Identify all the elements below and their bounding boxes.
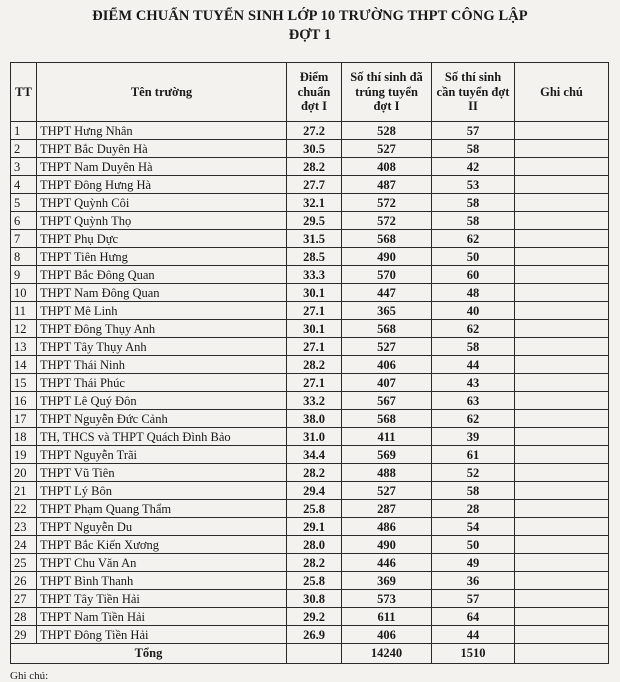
header-admitted: Số thí sinh đã trúng tuyển đợt I — [342, 63, 432, 122]
school-name: THPT Phạm Quang Thẩm — [37, 500, 287, 518]
note-cell — [515, 356, 609, 374]
note-cell — [515, 284, 609, 302]
admitted-count: 447 — [342, 284, 432, 302]
admitted-count: 369 — [342, 572, 432, 590]
row-number: 6 — [11, 212, 37, 230]
needed-count: 50 — [432, 248, 515, 266]
needed-count: 57 — [432, 590, 515, 608]
needed-count: 50 — [432, 536, 515, 554]
note-cell — [515, 482, 609, 500]
row-number: 23 — [11, 518, 37, 536]
cutoff-score: 25.8 — [287, 572, 342, 590]
note-cell — [515, 572, 609, 590]
school-name: THPT Bắc Kiến Xương — [37, 536, 287, 554]
row-number: 12 — [11, 320, 37, 338]
cutoff-score: 34.4 — [287, 446, 342, 464]
note-cell — [515, 248, 609, 266]
cutoff-score: 30.1 — [287, 284, 342, 302]
note-cell — [515, 464, 609, 482]
table-row — [11, 194, 609, 212]
school-name: THPT Nam Đông Quan — [37, 284, 287, 302]
row-number: 20 — [11, 464, 37, 482]
needed-count: 53 — [432, 176, 515, 194]
needed-count: 58 — [432, 338, 515, 356]
school-name: THPT Quỳnh Côi — [37, 194, 287, 212]
needed-count: 40 — [432, 302, 515, 320]
admitted-count: 527 — [342, 140, 432, 158]
total-note-cell — [515, 644, 609, 664]
admitted-count: 446 — [342, 554, 432, 572]
admitted-count: 406 — [342, 356, 432, 374]
row-number: 4 — [11, 176, 37, 194]
table-row — [11, 428, 609, 446]
cutoff-score: 27.2 — [287, 122, 342, 140]
row-number: 22 — [11, 500, 37, 518]
admitted-count: 527 — [342, 482, 432, 500]
table-row — [11, 392, 609, 410]
table-row — [11, 608, 609, 626]
cutoff-score: 29.5 — [287, 212, 342, 230]
footnote-label: Ghi chú: — [10, 670, 49, 682]
needed-count: 62 — [432, 410, 515, 428]
cutoff-score: 28.2 — [287, 554, 342, 572]
note-cell — [515, 338, 609, 356]
school-name: THPT Tây Thụy Anh — [37, 338, 287, 356]
note-cell — [515, 194, 609, 212]
school-name: THPT Quỳnh Thọ — [37, 212, 287, 230]
table-row — [11, 338, 609, 356]
row-number: 7 — [11, 230, 37, 248]
header-note: Ghi chú — [515, 63, 609, 122]
row-number: 24 — [11, 536, 37, 554]
note-cell — [515, 266, 609, 284]
row-number: 19 — [11, 446, 37, 464]
school-name: THPT Bắc Duyên Hà — [37, 140, 287, 158]
table-row — [11, 212, 609, 230]
school-name: THPT Bình Thanh — [37, 572, 287, 590]
needed-count: 62 — [432, 230, 515, 248]
table-row — [11, 518, 609, 536]
table-header-row — [11, 63, 609, 122]
needed-count: 39 — [432, 428, 515, 446]
school-name: THPT Tiên Hưng — [37, 248, 287, 266]
school-name: THPT Phụ Dực — [37, 230, 287, 248]
row-number: 14 — [11, 356, 37, 374]
row-number: 26 — [11, 572, 37, 590]
cutoff-score: 33.2 — [287, 392, 342, 410]
admission-score-table — [10, 62, 609, 664]
table-row — [11, 374, 609, 392]
needed-count: 63 — [432, 392, 515, 410]
table-row — [11, 464, 609, 482]
cutoff-score: 30.8 — [287, 590, 342, 608]
cutoff-score: 33.3 — [287, 266, 342, 284]
total-needed: 1510 — [432, 644, 515, 664]
row-number: 3 — [11, 158, 37, 176]
note-cell — [515, 158, 609, 176]
table-row — [11, 140, 609, 158]
cutoff-score: 28.0 — [287, 536, 342, 554]
row-number: 10 — [11, 284, 37, 302]
admitted-count: 568 — [342, 320, 432, 338]
note-cell — [515, 176, 609, 194]
note-cell — [515, 608, 609, 626]
admitted-count: 527 — [342, 338, 432, 356]
needed-count: 44 — [432, 356, 515, 374]
school-name: THPT Hưng Nhân — [37, 122, 287, 140]
note-cell — [515, 212, 609, 230]
admitted-count: 528 — [342, 122, 432, 140]
needed-count: 57 — [432, 122, 515, 140]
row-number: 28 — [11, 608, 37, 626]
admitted-count: 572 — [342, 194, 432, 212]
total-admitted: 14240 — [342, 644, 432, 664]
note-cell — [515, 536, 609, 554]
cutoff-score: 38.0 — [287, 410, 342, 428]
school-name: THPT Chu Văn An — [37, 554, 287, 572]
note-cell — [515, 302, 609, 320]
school-name: TH, THCS và THPT Quách Đình Bảo — [37, 428, 287, 446]
school-name: THPT Nam Tiền Hải — [37, 608, 287, 626]
needed-count: 60 — [432, 266, 515, 284]
admitted-count: 490 — [342, 536, 432, 554]
table-row — [11, 626, 609, 644]
cutoff-score: 30.5 — [287, 140, 342, 158]
row-number: 16 — [11, 392, 37, 410]
admitted-count: 490 — [342, 248, 432, 266]
school-name: THPT Thái Ninh — [37, 356, 287, 374]
note-cell — [515, 590, 609, 608]
admitted-count: 407 — [342, 374, 432, 392]
admitted-count: 611 — [342, 608, 432, 626]
table-row — [11, 176, 609, 194]
school-name: THPT Đông Hưng Hà — [37, 176, 287, 194]
note-cell — [515, 392, 609, 410]
cutoff-score: 27.7 — [287, 176, 342, 194]
note-cell — [515, 410, 609, 428]
header-score: Điểm chuẩn đợt I — [287, 63, 342, 122]
note-cell — [515, 122, 609, 140]
row-number: 13 — [11, 338, 37, 356]
table-row — [11, 302, 609, 320]
table-row — [11, 572, 609, 590]
cutoff-score: 32.1 — [287, 194, 342, 212]
cutoff-score: 29.2 — [287, 608, 342, 626]
table-row — [11, 536, 609, 554]
table-row — [11, 500, 609, 518]
admitted-count: 406 — [342, 626, 432, 644]
note-cell — [515, 554, 609, 572]
cutoff-score: 29.1 — [287, 518, 342, 536]
admitted-count: 488 — [342, 464, 432, 482]
admitted-count: 569 — [342, 446, 432, 464]
admitted-count: 572 — [342, 212, 432, 230]
table-row — [11, 158, 609, 176]
admitted-count: 365 — [342, 302, 432, 320]
school-name: THPT Nguyễn Trãi — [37, 446, 287, 464]
table-row — [11, 122, 609, 140]
admitted-count: 408 — [342, 158, 432, 176]
needed-count: 58 — [432, 482, 515, 500]
header-school-name: Tên trường — [37, 63, 287, 122]
row-number: 15 — [11, 374, 37, 392]
cutoff-score: 31.0 — [287, 428, 342, 446]
note-cell — [515, 374, 609, 392]
admitted-count: 567 — [342, 392, 432, 410]
admitted-count: 486 — [342, 518, 432, 536]
needed-count: 44 — [432, 626, 515, 644]
needed-count: 52 — [432, 464, 515, 482]
cutoff-score: 28.2 — [287, 158, 342, 176]
row-number: 9 — [11, 266, 37, 284]
needed-count: 49 — [432, 554, 515, 572]
cutoff-score: 28.2 — [287, 356, 342, 374]
school-name: THPT Đông Tiền Hải — [37, 626, 287, 644]
needed-count: 62 — [432, 320, 515, 338]
note-cell — [515, 518, 609, 536]
document-title: ĐIỂM CHUẨN TUYỂN SINH LỚP 10 TRƯỜNG THPT CÔNG LẬP — [92, 8, 528, 24]
table-row — [11, 590, 609, 608]
table-row — [11, 446, 609, 464]
row-number: 18 — [11, 428, 37, 446]
row-number: 8 — [11, 248, 37, 266]
needed-count: 54 — [432, 518, 515, 536]
needed-count: 58 — [432, 194, 515, 212]
cutoff-score: 25.8 — [287, 500, 342, 518]
table-row — [11, 410, 609, 428]
row-number: 1 — [11, 122, 37, 140]
school-name: THPT Nguyễn Du — [37, 518, 287, 536]
row-number: 17 — [11, 410, 37, 428]
needed-count: 58 — [432, 140, 515, 158]
total-score-cell — [287, 644, 342, 664]
admitted-count: 570 — [342, 266, 432, 284]
needed-count: 48 — [432, 284, 515, 302]
school-name: THPT Vũ Tiên — [37, 464, 287, 482]
cutoff-score: 27.1 — [287, 338, 342, 356]
header-tt: TT — [11, 63, 37, 122]
school-name: THPT Lý Bôn — [37, 482, 287, 500]
cutoff-score: 29.4 — [287, 482, 342, 500]
document-subtitle: ĐỢT 1 — [288, 27, 332, 43]
school-name: THPT Nam Duyên Hà — [37, 158, 287, 176]
admitted-count: 487 — [342, 176, 432, 194]
cutoff-score: 26.9 — [287, 626, 342, 644]
admitted-count: 568 — [342, 230, 432, 248]
note-cell — [515, 320, 609, 338]
table-row — [11, 284, 609, 302]
cutoff-score: 28.2 — [287, 464, 342, 482]
cutoff-score: 30.1 — [287, 320, 342, 338]
needed-count: 28 — [432, 500, 515, 518]
table-row — [11, 482, 609, 500]
note-cell — [515, 230, 609, 248]
school-name: THPT Mê Linh — [37, 302, 287, 320]
cutoff-score: 27.1 — [287, 374, 342, 392]
cutoff-score: 28.5 — [287, 248, 342, 266]
note-cell — [515, 626, 609, 644]
row-number: 5 — [11, 194, 37, 212]
note-cell — [515, 428, 609, 446]
note-cell — [515, 500, 609, 518]
row-number: 29 — [11, 626, 37, 644]
needed-count: 58 — [432, 212, 515, 230]
school-name: THPT Đông Thụy Anh — [37, 320, 287, 338]
cutoff-score: 31.5 — [287, 230, 342, 248]
total-row — [11, 644, 609, 664]
row-number: 11 — [11, 302, 37, 320]
table-row — [11, 248, 609, 266]
table-body — [11, 122, 609, 644]
table-row — [11, 230, 609, 248]
table-row — [11, 554, 609, 572]
needed-count: 64 — [432, 608, 515, 626]
row-number: 2 — [11, 140, 37, 158]
school-name: THPT Tây Tiền Hải — [37, 590, 287, 608]
school-name: THPT Nguyễn Đức Cảnh — [37, 410, 287, 428]
table-row — [11, 266, 609, 284]
note-cell — [515, 446, 609, 464]
admitted-count: 287 — [342, 500, 432, 518]
row-number: 21 — [11, 482, 37, 500]
school-name: THPT Lê Quý Đôn — [37, 392, 287, 410]
needed-count: 61 — [432, 446, 515, 464]
header-needed: Số thí sinh cần tuyển đợt II — [432, 63, 515, 122]
cutoff-score: 27.1 — [287, 302, 342, 320]
admitted-count: 411 — [342, 428, 432, 446]
needed-count: 36 — [432, 572, 515, 590]
table-row — [11, 356, 609, 374]
school-name: THPT Bắc Đông Quan — [37, 266, 287, 284]
total-label: Tổng — [11, 644, 287, 664]
row-number: 25 — [11, 554, 37, 572]
admitted-count: 568 — [342, 410, 432, 428]
school-name: THPT Thái Phúc — [37, 374, 287, 392]
admitted-count: 573 — [342, 590, 432, 608]
row-number: 27 — [11, 590, 37, 608]
needed-count: 42 — [432, 158, 515, 176]
table-row — [11, 320, 609, 338]
note-cell — [515, 140, 609, 158]
needed-count: 43 — [432, 374, 515, 392]
